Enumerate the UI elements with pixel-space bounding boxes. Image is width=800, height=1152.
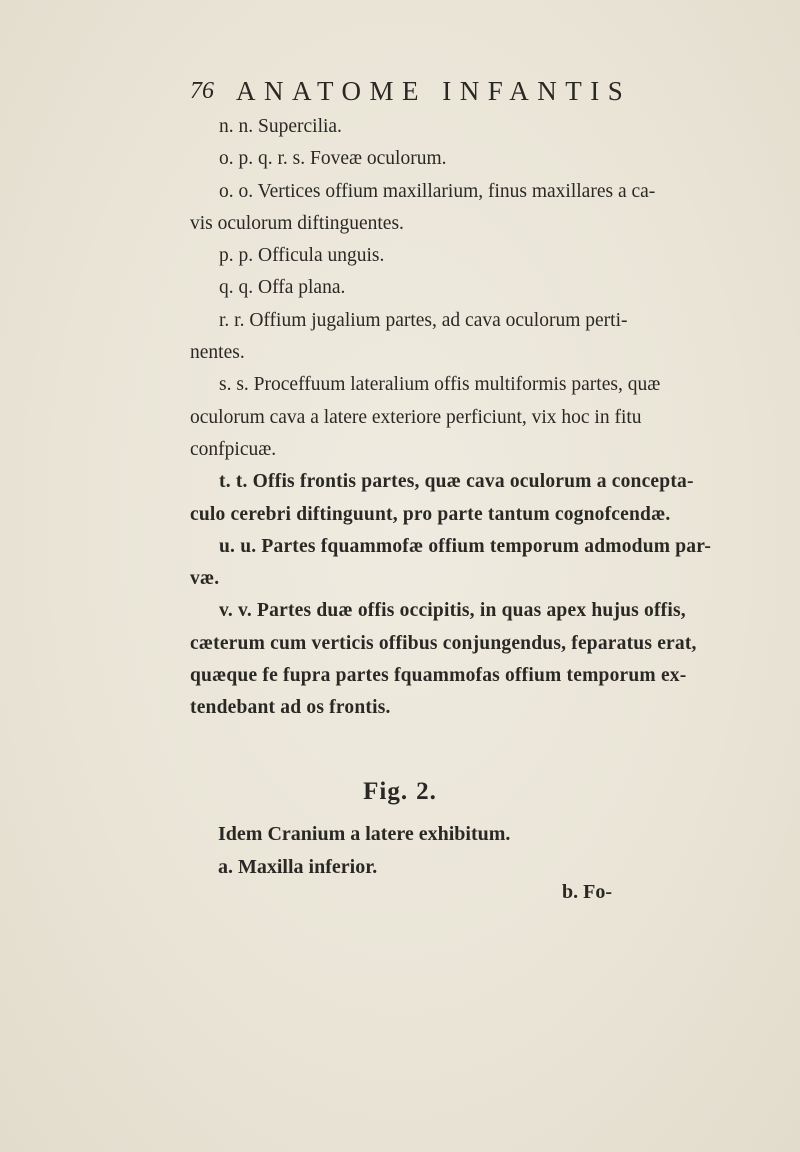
legend-line: q. q. Offa plana.	[219, 277, 346, 299]
figure-description: Idem Cranium a latere exhibitum.	[218, 823, 511, 845]
legend-line: s. s. Proceffuum lateralium offis multiformis partes, quæ	[219, 374, 661, 396]
legend-line: t. t. Offis frontis partes, quæ cava oculorum a concepta-	[219, 471, 694, 493]
legend-line: n. n. Supercilia.	[219, 116, 342, 137]
legend-line: v. v. Partes duæ offis occipitis, in quas apex hujus offis,	[219, 600, 686, 622]
legend-line: o. p. q. r. s. Foveæ oculorum.	[219, 148, 447, 170]
legend-line: culo cerebri diftinguunt, pro parte tantum cognofcendæ.	[190, 503, 671, 525]
legend-line: cæterum cum verticis offibus conjungendus, feparatus erat,	[190, 632, 697, 654]
legend-line: r. r. Offium jugalium partes, ad cava oculorum perti-	[219, 309, 628, 331]
figure-legend	[218, 818, 510, 884]
figure-legend-line: a. Maxilla inferior.	[218, 856, 378, 878]
legend-line: væ.	[190, 568, 220, 590]
legend-text-block	[190, 111, 712, 725]
legend-line: nentes.	[190, 342, 245, 364]
legend-line: tendebant ad os frontis.	[190, 697, 391, 719]
legend-line: o. o. Vertices offium maxillarium, finus maxillares a ca-	[219, 180, 656, 202]
running-title: ANATOME INFANTIS	[236, 76, 632, 106]
legend-line: quæque fe fupra partes fquammofas offium temporum ex-	[190, 665, 687, 687]
legend-line: vis oculorum diftinguentes.	[190, 212, 404, 234]
catchword: b. Fo-	[562, 881, 612, 903]
legend-line: p. p. Officula unguis.	[219, 245, 385, 267]
legend-line: u. u. Partes fquammofæ offium temporum admodum par-	[219, 535, 712, 557]
page-header	[0, 76, 800, 116]
legend-line: confpicuæ.	[190, 438, 277, 460]
page-number: 76	[190, 78, 214, 104]
figure-label: Fig.	[363, 778, 409, 805]
legend-line: oculorum cava a latere exteriore perficiunt, vix hoc in fitu	[190, 406, 642, 428]
figure-caption	[0, 778, 800, 806]
figure-number: 2.	[416, 778, 437, 805]
